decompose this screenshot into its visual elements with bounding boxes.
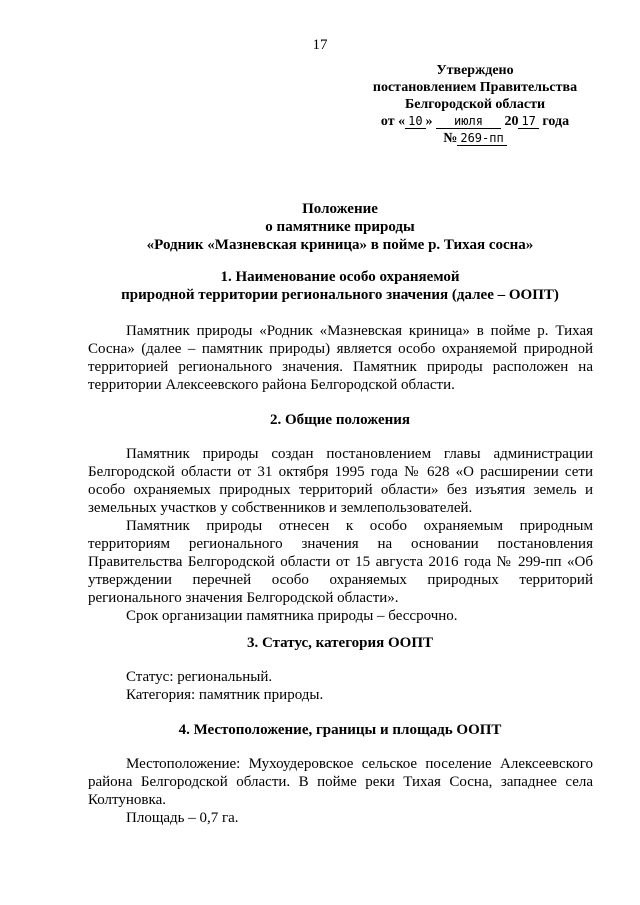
title-line-2: о памятнике природы: [265, 219, 415, 235]
section-2-paragraph-3: Срок организации памятника природы – бессрочно.: [126, 608, 458, 624]
section-2-paragraph-1: Памятник природы создан постановлением главы администрации Белгородской области от 31 октября 1995 года № 628 «О расширении сети особо охраняемых природных территорий области» без изъятия земель и земельных участков у собственников и землепользователей.: [88, 446, 593, 516]
section-3-paragraph-1: Статус: региональный.: [126, 669, 273, 685]
date-month: июля: [436, 114, 501, 129]
approval-line-1: Утверждено: [436, 63, 514, 78]
section-2-body: [88, 445, 593, 625]
section-3-heading: [40, 634, 640, 652]
date-suffix: года: [542, 114, 570, 129]
section-2-heading: [40, 411, 640, 429]
date-year-prefix: 20: [504, 114, 519, 129]
approval-line-3: Белгородской области: [404, 97, 546, 112]
section-4-heading-line-1: 4. Местоположение, границы и площадь ООПТ: [178, 722, 502, 738]
section-4-body: [88, 755, 593, 827]
section-2-paragraph-2: Памятник природы отнесен к особо охраняемым природным территориям регионального значения на основании постановления Правительства Белгородской области от 15 августа 2016 года № 299-пп «Об утверждении перечней особо охраняемых природных территорий регионального значения Белгородской области».: [88, 518, 593, 606]
date-day: 10: [405, 114, 425, 129]
document-title: [40, 200, 640, 254]
section-1-heading: [40, 268, 640, 304]
section-3-paragraph-2: Категория: памятник природы.: [126, 687, 324, 703]
section-1-paragraph-1: Памятник природы «Родник «Мазневская криница» в пойме р. Тихая Сосна» (далее – памятник природы) является особо охраняемой природной территорией регионального значения. Памятник природы расположен на территории Алексеевского района Белгородской области.: [88, 323, 593, 393]
title-line-3: «Родник «Мазневская криница» в пойме р. Тихая сосна»: [146, 237, 534, 253]
section-4-heading: [40, 721, 640, 739]
page-number: 17: [312, 37, 328, 53]
title-line-1: Положение: [302, 201, 378, 217]
approval-stamp: [350, 62, 600, 147]
section-4-paragraph-1: Местоположение: Мухоудеровское сельское поселение Алексеевского района Белгородской области. В пойме реки Тихая Сосна, западнее села Колтуновка.: [88, 756, 593, 808]
date-quote-close: »: [425, 114, 433, 129]
approval-line-2: постановлением Правительства: [372, 80, 578, 95]
approval-number: [350, 130, 600, 147]
section-1-heading-line-1: 1. Наименование особо охраняемой: [220, 269, 460, 285]
section-4-paragraph-2: Площадь – 0,7 га.: [126, 810, 239, 826]
section-3-body: [88, 668, 593, 704]
date-year: 17: [518, 114, 538, 129]
number-value: 269-пп: [457, 131, 506, 146]
section-1-body: [88, 322, 593, 394]
section-2-heading-line-1: 2. Общие положения: [269, 412, 411, 428]
number-prefix: №: [443, 131, 458, 146]
section-3-heading-line-1: 3. Статус, категория ООПТ: [246, 635, 433, 651]
section-1-heading-line-2: природной территории регионального значения (далее – ООПТ): [121, 287, 559, 303]
date-prefix: от «: [380, 114, 406, 129]
approval-date: [350, 113, 600, 130]
